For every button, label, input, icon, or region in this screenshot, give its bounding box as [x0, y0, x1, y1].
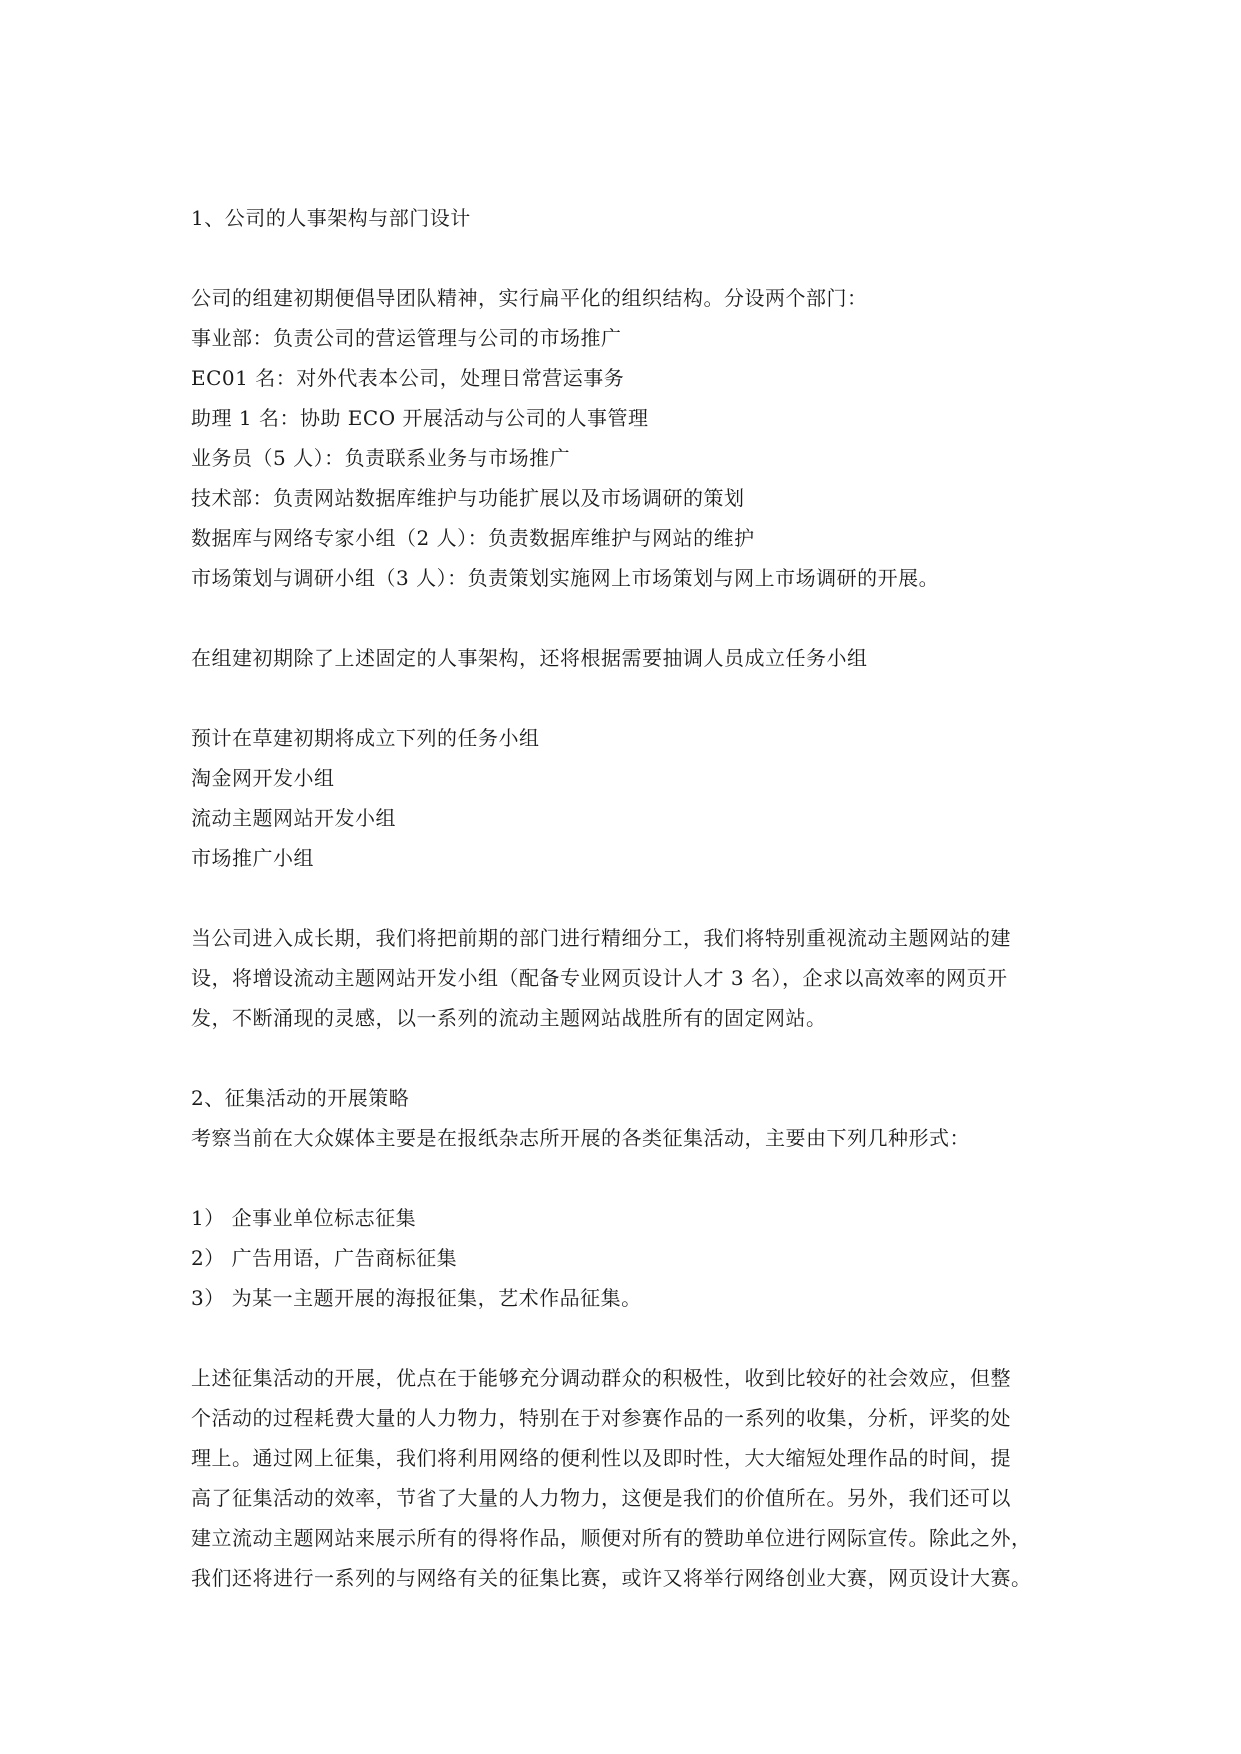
conclusion-paragraph-line: 建立流动主题网站来展示所有的得将作品，顺便对所有的赞助单位进行网际宣传。除此之外， [191, 1526, 1032, 1550]
growth-paragraph-line: 设，将增设流动主题网站开发小组（配备专业网页设计人才 3 名），企求以高效率的网页开 [191, 966, 1008, 990]
form-list-item: 3） 为某一主题开展的海报征集，艺术作品征集。 [191, 1286, 642, 1310]
conclusion-paragraph-line: 高了征集活动的效率，节省了大量的人力物力，这便是我们的价值所在。另外，我们还可以 [191, 1486, 1011, 1510]
task-intro: 预计在草建初期将成立下列的任务小组 [191, 726, 540, 750]
department-line: 事业部：负责公司的营运管理与公司的市场推广 [191, 326, 622, 350]
section-2-intro: 考察当前在大众媒体主要是在报纸杂志所开展的各类征集活动，主要由下列几种形式： [191, 1126, 970, 1150]
spacer [191, 1038, 1061, 1078]
spacer [191, 1158, 1061, 1198]
conclusion-paragraph-line: 我们还将进行一系列的与网络有关的征集比赛，或许又将举行网络创业大赛，网页设计大赛。 [191, 1566, 1032, 1590]
department-line: 技术部：负责网站数据库维护与功能扩展以及市场调研的策划 [191, 486, 745, 510]
conclusion-paragraph-line: 个活动的过程耗费大量的人力物力，特别在于对参赛作品的一系列的收集，分析，评奖的处 [191, 1406, 1011, 1430]
task-note: 在组建初期除了上述固定的人事架构，还将根据需要抽调人员成立任务小组 [191, 646, 868, 670]
growth-paragraph-line: 当公司进入成长期，我们将把前期的部门进行精细分工，我们将特别重视流动主题网站的建 [191, 926, 1011, 950]
form-list-item: 1） 企事业单位标志征集 [191, 1206, 417, 1230]
spacer [191, 598, 1061, 638]
section-1-intro: 公司的组建初期便倡导团队精神，实行扁平化的组织结构。分设两个部门： [191, 286, 868, 310]
document-page [191, 198, 1061, 1598]
department-line: 业务员（5 人）：负责联系业务与市场推广 [191, 446, 571, 470]
department-line: 助理 1 名：协助 ECO 开展活动与公司的人事管理 [191, 406, 649, 430]
section-1-heading: 1、公司的人事架构与部门设计 [191, 206, 471, 230]
department-line: 数据库与网络专家小组（2 人）：负责数据库维护与网站的维护 [191, 526, 755, 550]
conclusion-paragraph-line: 上述征集活动的开展，优点在于能够充分调动群众的积极性，收到比较好的社会效应，但整 [191, 1366, 1011, 1390]
spacer [191, 238, 1061, 278]
department-line: 市场策划与调研小组（3 人）：负责策划实施网上市场策划与网上市场调研的开展。 [191, 566, 940, 590]
spacer [191, 878, 1061, 918]
task-group-item: 市场推广小组 [191, 846, 314, 870]
task-group-item: 淘金网开发小组 [191, 766, 335, 790]
task-group-item: 流动主题网站开发小组 [191, 806, 396, 830]
section-2-heading: 2、征集活动的开展策略 [191, 1086, 410, 1110]
growth-paragraph-line: 发，不断涌现的灵感，以一系列的流动主题网站战胜所有的固定网站。 [191, 1006, 827, 1030]
spacer [191, 1318, 1061, 1358]
conclusion-paragraph-line: 理上。通过网上征集，我们将利用网络的便利性以及即时性，大大缩短处理作品的时间，提 [191, 1446, 1011, 1470]
spacer [191, 678, 1061, 718]
department-line: EC01 名：对外代表本公司，处理日常营运事务 [191, 366, 625, 390]
form-list-item: 2） 广告用语，广告商标征集 [191, 1246, 458, 1270]
